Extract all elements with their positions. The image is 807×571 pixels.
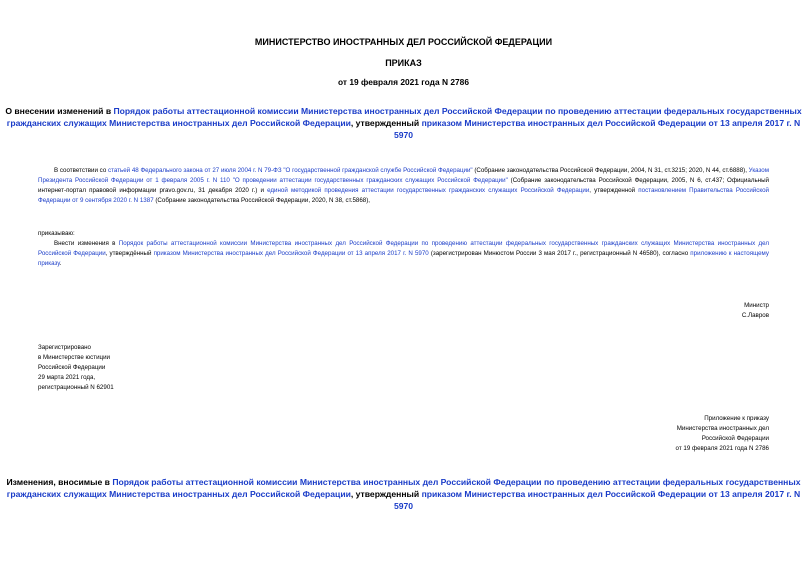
amend-text: (зарегистрирован Минюстом России 3 мая 2017 г., регистрационный N 46580), согласно — [428, 250, 691, 257]
registration-line: Российской Федерации — [38, 364, 106, 371]
appendix-line: от 19 февраля 2021 года N 2786 — [675, 445, 769, 452]
signature-block — [742, 301, 769, 321]
basis-text: , утвержденной — [589, 187, 639, 194]
order-2017-link[interactable]: приказом Министерства иностранных дел Российской Федерации от 13 апреля 2017 г. N 5970 — [393, 489, 801, 511]
amend-paragraph — [38, 239, 769, 269]
amend-text: . — [59, 260, 62, 267]
title-text: О внесении изменений в — [5, 106, 114, 116]
registration-line: Зарегистрировано — [38, 344, 91, 351]
basis-text: (Собрание законодательства Российской Федерации, 2005, N 6, ст.437; Официальный интернет-портал правовой информации pravo.gov.ru, 31 декабря 2020 г.) и — [38, 177, 769, 194]
order-word: приказываю: — [38, 230, 75, 237]
presidential-decree-link[interactable]: Указом Президента Российской Федерации от 1 февраля 2005 г. N 110 "О проведении аттестации государственных гражданских служащих Российской Федерации" — [38, 167, 770, 184]
appendix-title-text: , утвержденный — [350, 489, 422, 499]
amend-text: , утверждённый — [105, 250, 154, 257]
basis-text: (Собрание законодательства Российской Федерации, 2004, N 31, ст.3215; 2020, N 44, ст.6888), — [472, 167, 749, 174]
order-2017-link[interactable]: приказом Министерства иностранных дел Российской Федерации от 13 апреля 2017 г. N 5970 — [393, 118, 801, 140]
federal-law-link[interactable]: статьей 48 Федерального закона от 27 июля 2004 г. N 79-ФЗ "О государственной гражданской службе Российской Федерации" — [108, 167, 473, 174]
registration-line: в Министерстве юстиции — [38, 354, 111, 361]
signature-position: Министр — [744, 302, 769, 309]
appendix-title — [0, 476, 807, 512]
government-resolution-link[interactable]: постановлением Правительства Российской Федерации от 9 сентября 2020 г. N 1387 — [38, 187, 769, 204]
appendix-line: Приложение к приказу — [704, 415, 769, 422]
appendix-header — [676, 414, 769, 454]
appendix-line: Министерства иностранных дел — [676, 425, 769, 432]
amend-text: Внести изменения в — [54, 240, 119, 247]
registration-block — [38, 343, 114, 393]
signature-name: С.Лавров — [741, 312, 769, 319]
order-title — [0, 105, 807, 141]
procedure-link[interactable]: Порядок работы аттестационной комиссии Министерства иностранных дел Российской Федерации по проведению аттестации федеральных государственных гражданских служащих Министерства иностранных дел Российской Федерации — [6, 477, 801, 499]
basis-text: (Собрание законодательства Российской Федерации, 2020, N 38, ст.5868), — [153, 197, 370, 204]
procedure-link[interactable]: Порядок работы аттестационной комиссии Министерства иностранных дел Российской Федерации по проведению аттестации федеральных государственных гражданских служащих Министерства иностранных дел Российской Федерации — [6, 106, 802, 128]
appendix-title-text: Изменения, вносимые в — [6, 477, 113, 487]
basis-text: В соответствии со — [54, 167, 109, 174]
order-2017-link[interactable]: приказом Министерства иностранных дел Российской Федерации от 13 апреля 2017 г. N 5970 — [153, 250, 429, 257]
methodology-link[interactable]: единой методикой проведения аттестации государственных гражданских служащих Российской Федерации — [267, 187, 590, 194]
appendix-line: Российской Федерации — [701, 435, 769, 442]
registration-line: 29 марта 2021 года, — [38, 374, 96, 381]
ministry-heading: МИНИСТЕРСТВО ИНОСТРАННЫХ ДЕЛ РОССИЙСКОЙ ФЕДЕРАЦИИ — [254, 37, 553, 47]
title-text: , утвержденный — [350, 118, 422, 128]
date-number: от 19 февраля 2021 года N 2786 — [338, 77, 469, 87]
registration-line: регистрационный N 62901 — [38, 384, 114, 391]
doc-type-heading: ПРИКАЗ — [385, 58, 422, 68]
procedure-link[interactable]: Порядок работы аттестационной комиссии Министерства иностранных дел Российской Федерации по проведению аттестации федеральных государственных гражданских служащих Министерства иностранных дел Российской Федерации — [38, 240, 769, 257]
appendix-link[interactable]: приложению к настоящему приказу — [38, 250, 769, 267]
basis-paragraph — [38, 166, 769, 206]
